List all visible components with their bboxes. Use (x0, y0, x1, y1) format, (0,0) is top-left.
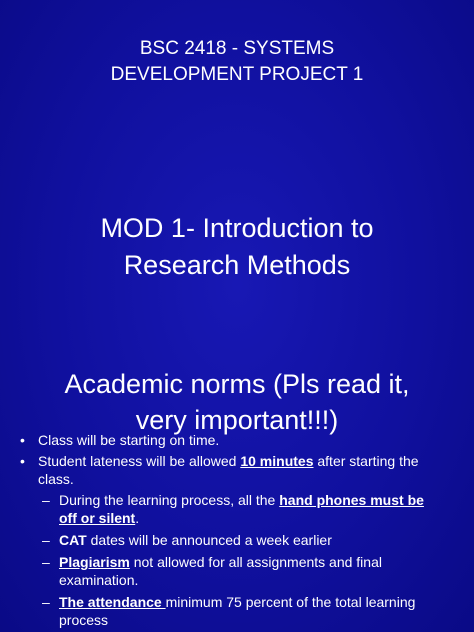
norms-heading (0, 366, 474, 438)
module-title (0, 210, 474, 284)
module-title-line-1: MOD 1- Introduction to (100, 213, 374, 243)
list-item-text: dates will be announced a week earlier (86, 532, 332, 548)
list-item-text: . (135, 510, 140, 526)
norms-heading-line-1: Academic norms (Pls read it, (64, 369, 410, 399)
sub-list-item (0, 531, 474, 549)
dash-marker: – (42, 594, 50, 610)
list-item (0, 431, 474, 449)
list-item-text: after starting the class. (38, 453, 419, 487)
bullet-marker: • (20, 453, 25, 469)
list-item-emphasis: hand phones must be off or silent (59, 492, 424, 526)
list-item-emphasis: Plagiarism (59, 554, 130, 570)
module-title-line-2: Research Methods (123, 250, 351, 280)
list-item (0, 452, 474, 488)
dash-marker: – (42, 554, 50, 570)
list-item-text: Student lateness will be allowed (38, 453, 241, 469)
sub-list-item (0, 593, 474, 629)
list-item-emphasis: CAT (59, 532, 87, 548)
dash-marker: – (42, 492, 50, 508)
norms-list (0, 431, 474, 632)
course-title-line-2: DEVELOPMENT PROJECT 1 (110, 64, 364, 85)
list-item-text: not allowed for all assignments and final examination. (59, 554, 382, 588)
course-title (0, 36, 474, 88)
list-item-text: minimum 75 percent of the total learning process (59, 594, 416, 628)
norms-heading-line-2: very important!!!) (135, 405, 339, 435)
course-title-line-1: BSC 2418 - SYSTEMS (139, 38, 335, 59)
sub-list-item (0, 553, 474, 589)
list-item-emphasis: 10 minutes (240, 453, 314, 469)
bullet-marker: • (20, 432, 25, 448)
list-item-text: During the learning process, all the (59, 492, 280, 508)
list-item-text: Class will be starting on time. (38, 432, 220, 448)
list-item-emphasis: The attendance (59, 594, 166, 610)
dash-marker: – (42, 532, 50, 548)
sub-list-item (0, 491, 474, 527)
